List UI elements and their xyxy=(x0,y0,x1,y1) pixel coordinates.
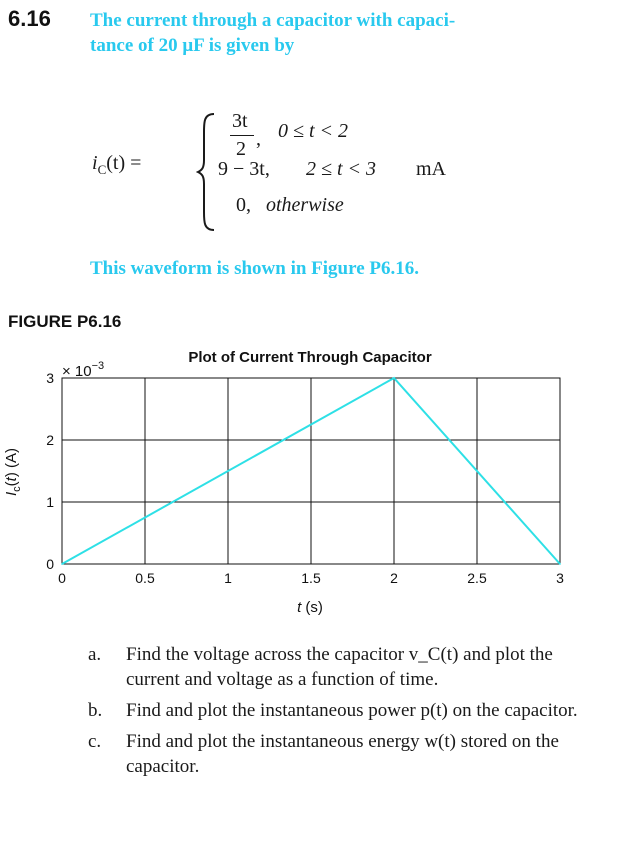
statement-line-1: The current through a capacitor with capaci- xyxy=(90,10,456,31)
current-chart xyxy=(0,336,621,626)
left-brace-icon xyxy=(196,112,218,232)
case1-condition: 0 ≤ t < 2 xyxy=(278,120,349,142)
tick-layer xyxy=(46,370,564,586)
case2-condition: 2 ≤ t < 3 xyxy=(306,158,377,180)
unit-label: mA xyxy=(416,158,446,180)
y-tick-label: 0 xyxy=(46,556,54,572)
waveform-note: This waveform is shown in Figure P6.16. xyxy=(90,258,420,279)
task-label: c. xyxy=(88,731,102,752)
data-point xyxy=(61,563,63,565)
case1-denominator: 2 xyxy=(236,138,246,160)
chart-title: Plot of Current Through Capacitor xyxy=(188,349,432,366)
x-tick-label: 1 xyxy=(224,570,232,586)
case3-condition: otherwise xyxy=(266,194,344,216)
task-text: Find and plot the instantaneous power p(t) on the capacitor. xyxy=(126,700,578,721)
case2-expression: 9 − 3t, xyxy=(218,158,270,180)
fraction-bar xyxy=(230,135,254,136)
y-tick-label: 3 xyxy=(46,370,54,386)
case1-comma: , xyxy=(256,128,261,150)
task-item-a xyxy=(88,642,598,692)
case3-expression: 0, xyxy=(236,194,251,216)
task-label: b. xyxy=(88,700,103,721)
piecewise-equation xyxy=(0,0,621,240)
x-tick-label: 2 xyxy=(390,570,398,586)
equation-lhs: $i_C(t)$ = xyxy=(92,152,142,177)
x-tick-label: 0 xyxy=(58,570,66,586)
x-tick-label: 3 xyxy=(556,570,564,586)
y-tick-label: 1 xyxy=(46,494,54,510)
figure-label: FIGURE P6.16 xyxy=(8,312,122,331)
task-item-c xyxy=(88,729,598,779)
problem-number: 6.16 xyxy=(8,6,51,31)
task-label: a. xyxy=(88,644,102,665)
statement-line-2: tance of 20 μF is given by xyxy=(90,35,295,56)
x-axis-label: t (s) xyxy=(297,599,323,616)
y-tick-label: 2 xyxy=(46,432,54,448)
x-tick-label: 1.5 xyxy=(301,570,321,586)
y-axis-label: $I_c(t)$ (A) xyxy=(3,447,23,497)
data-point xyxy=(559,563,561,565)
data-point xyxy=(393,377,395,379)
grid-layer xyxy=(62,378,560,564)
case1-numerator: 3t xyxy=(232,110,248,132)
task-text: Find the voltage across the capacitor v_C(t) and plot the current and voltage as a function of time. xyxy=(126,644,553,690)
x-tick-label: 0.5 xyxy=(135,570,155,586)
task-list xyxy=(88,642,598,785)
task-text: Find and plot the instantaneous energy w(t) stored on the capacitor. xyxy=(126,731,559,777)
task-item-b xyxy=(88,698,598,723)
x-tick-label: 2.5 xyxy=(467,570,487,586)
y-multiplier: × $10^{-3}$ xyxy=(62,360,105,380)
